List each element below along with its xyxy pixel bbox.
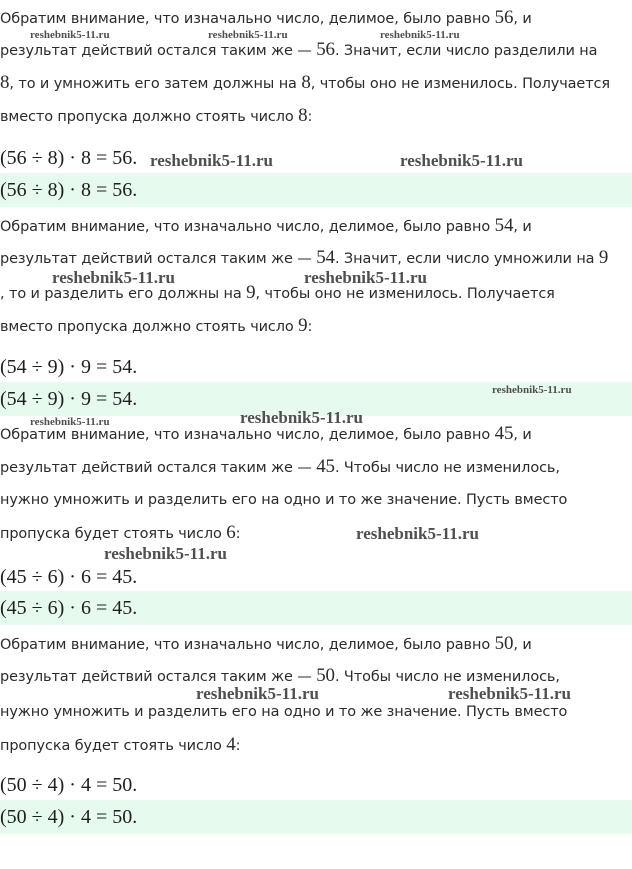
text: , и xyxy=(513,427,532,443)
block4-answer: (50 ÷ 4) · 4 = 50. xyxy=(0,806,138,828)
text: результат действий остался таким же — xyxy=(0,43,312,59)
text: : xyxy=(307,109,313,125)
block1-line2 xyxy=(0,40,630,61)
text: Обратим внимание, что изначально число, делимое, было равно xyxy=(0,427,491,443)
math-number: 8 xyxy=(0,72,10,93)
text: , и xyxy=(513,11,532,27)
watermark: reshebnik5-11.ru xyxy=(448,684,571,703)
block1-answer: (56 ÷ 8) · 8 = 56. xyxy=(0,179,138,201)
watermark: reshebnik5-11.ru xyxy=(492,384,572,396)
block4-answer-box xyxy=(0,800,632,834)
math-number: 6 xyxy=(226,522,236,543)
text: , и xyxy=(513,219,532,235)
text: , чтобы оно не изменилось. Получается xyxy=(255,286,555,302)
block4-line4 xyxy=(0,735,630,756)
text: пропуска будет стоять число xyxy=(0,738,222,754)
block3-line4 xyxy=(0,523,630,544)
watermark: reshebnik5-11.ru xyxy=(400,151,523,170)
watermark: reshebnik5-11.ru xyxy=(150,151,273,170)
math-number: 8 xyxy=(298,105,308,126)
block2-line1 xyxy=(0,216,630,237)
math-number: 54 xyxy=(494,215,514,236)
math-number: 9 xyxy=(598,247,609,268)
text: . Чтобы число не изменилось, xyxy=(334,460,560,476)
text: , то и умножить его затем должны на xyxy=(9,76,297,92)
text: результат действий остался таким же — xyxy=(0,669,312,685)
math-number: 9 xyxy=(246,282,256,303)
text: Обратим внимание, что изначально число, делимое, было равно xyxy=(0,11,491,27)
math-number: 45 xyxy=(316,456,335,477)
block2-line4 xyxy=(0,316,630,337)
math-number: 54 xyxy=(316,247,335,268)
watermark: reshebnik5-11.ru xyxy=(304,268,427,287)
block1-answer-box xyxy=(0,173,632,207)
text: . Значит, если число разделили на xyxy=(334,43,598,59)
text: . Чтобы число не изменилось, xyxy=(334,669,560,685)
watermark: reshebnik5-11.ru xyxy=(52,268,175,287)
block4-line1 xyxy=(0,634,630,655)
text: , и xyxy=(513,637,532,653)
text: , чтобы оно не изменилось. Получается xyxy=(310,76,610,92)
text: пропуска будет стоять число xyxy=(0,526,222,542)
block3-equation: (45 ÷ 6) · 6 = 45. xyxy=(0,566,138,588)
text: результат действий остался таким же — xyxy=(0,251,312,267)
math-number: 45 xyxy=(494,423,514,444)
block3-answer-box xyxy=(0,591,632,625)
watermark: reshebnik5-11.ru xyxy=(208,29,288,41)
text: : xyxy=(235,738,241,754)
text: : xyxy=(307,319,313,335)
math-number: 50 xyxy=(494,633,514,654)
math-number: 56 xyxy=(316,39,335,60)
text: вместо пропуска должно стоять число xyxy=(0,109,294,125)
watermark: reshebnik5-11.ru xyxy=(240,408,363,427)
text: Обратим внимание, что изначально число, делимое, было равно xyxy=(0,637,491,653)
block3-answer: (45 ÷ 6) · 6 = 45. xyxy=(0,597,138,619)
math-number: 9 xyxy=(298,315,308,336)
block2-answer: (54 ÷ 9) · 9 = 54. xyxy=(0,388,138,410)
watermark: reshebnik5-11.ru xyxy=(30,29,110,41)
text: Обратим внимание, что изначально число, делимое, было равно xyxy=(0,219,491,235)
math-number: 56 xyxy=(494,7,514,28)
block1-line3 xyxy=(0,73,630,94)
block4-equation: (50 ÷ 4) · 4 = 50. xyxy=(0,774,138,796)
text: : xyxy=(235,526,241,542)
block1-equation: (56 ÷ 8) · 8 = 56. xyxy=(0,147,138,169)
text: , то и разделить его должны на xyxy=(0,286,242,302)
math-number: 4 xyxy=(226,734,236,755)
math-number: 50 xyxy=(316,665,335,686)
block4-line3: нужно умножить и разделить его на одно и то же значение. Пусть вместо xyxy=(0,704,568,720)
text: . Значит, если число умножили на xyxy=(334,251,595,267)
watermark: reshebnik5-11.ru xyxy=(380,29,460,41)
block3-line3: нужно умножить и разделить его на одно и то же значение. Пусть вместо xyxy=(0,492,568,508)
watermark: reshebnik5-11.ru xyxy=(30,416,110,428)
math-number: 8 xyxy=(301,72,311,93)
watermark: reshebnik5-11.ru xyxy=(356,524,479,543)
block3-line2 xyxy=(0,457,630,478)
text: результат действий остался таким же — xyxy=(0,460,312,476)
block1-line1 xyxy=(0,8,630,29)
watermark: reshebnik5-11.ru xyxy=(104,544,227,563)
text: вместо пропуска должно стоять число xyxy=(0,319,294,335)
watermark: reshebnik5-11.ru xyxy=(196,684,319,703)
block2-equation: (54 ÷ 9) · 9 = 54. xyxy=(0,356,138,378)
block2-line2 xyxy=(0,248,630,269)
block1-line4 xyxy=(0,106,630,127)
